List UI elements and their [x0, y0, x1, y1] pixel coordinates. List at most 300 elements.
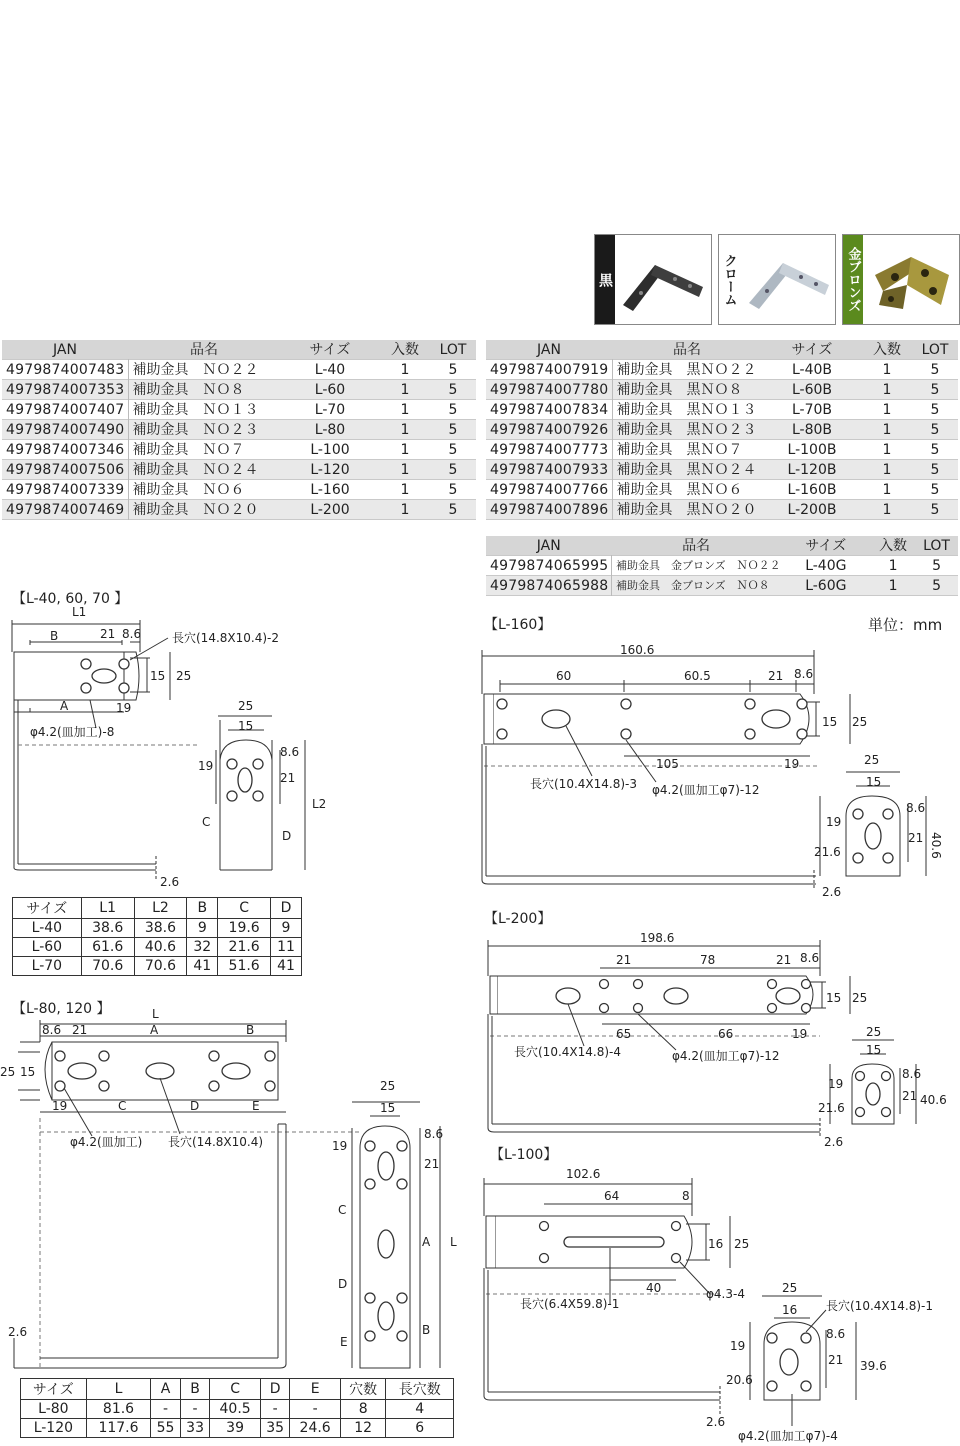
dims-cell: L-80 — [21, 1400, 87, 1419]
cell-name: 補助金具 黒ＮＯ８ — [612, 380, 762, 400]
dims-header-cell: B — [187, 898, 218, 919]
cell-qty: 1 — [882, 401, 892, 418]
dims-cell: 4 — [386, 1400, 454, 1419]
dim-l: L — [152, 1008, 159, 1021]
cell-lot: 5 — [430, 380, 476, 400]
slot2-label: 長穴(10.4X14.8)-1 — [826, 1299, 933, 1313]
dim-25: 25 — [852, 715, 868, 729]
section-title-l80: 【L-80, 120 】 — [12, 1001, 111, 1017]
cell-lot: 5 — [430, 500, 476, 520]
cell-qty: 1 — [862, 380, 912, 400]
product-row — [486, 576, 958, 596]
product-row — [2, 480, 476, 500]
cell-qty: 1 — [862, 460, 912, 480]
col-qty: 入数 — [871, 536, 915, 556]
cell-name: 補助金具 黒ＮＯ２３ — [612, 420, 762, 440]
dim-19: 19 — [792, 1027, 808, 1041]
side-dim-86: 8.6 — [906, 801, 926, 815]
swatch-bronze-label: 金ブロンズ — [843, 235, 863, 324]
dim-e: E — [252, 1099, 260, 1113]
dims-header-cell: L — [86, 1379, 151, 1400]
side-dim-19: 19 — [332, 1139, 348, 1153]
cell-size: L-120B — [762, 460, 862, 480]
dim-15: 15 — [150, 669, 166, 683]
dims-cell: 55 — [151, 1419, 181, 1438]
dims-cell: 33 — [180, 1419, 210, 1438]
cell-lot: 5 — [912, 460, 958, 480]
cell-qty: 1 — [380, 380, 430, 400]
dims-header-cell: L2 — [134, 898, 187, 919]
dims-cell: 51.6 — [218, 957, 271, 976]
cell-qty: 1 — [871, 576, 915, 596]
slot-label: 長穴(10.4X14.8)-3 — [530, 777, 637, 791]
dim-15: 15 — [822, 715, 838, 729]
cell-qty: 1 — [400, 441, 410, 458]
product-row — [2, 500, 476, 520]
dim-total: 198.6 — [640, 931, 675, 945]
dim-b: B — [246, 1023, 255, 1037]
cell-jan: 4979874007407 — [6, 401, 125, 418]
col-qty: 入数 — [380, 340, 430, 360]
dims-cell: L-60 — [13, 938, 82, 957]
cell-lot: 5 — [430, 460, 476, 480]
hole-label: φ4.2(皿加工)-8 — [30, 725, 115, 739]
hole-label: φ4.2(皿加工φ7)-12 — [672, 1049, 780, 1063]
dim-21: 21 — [100, 627, 116, 641]
bracket-bronze-image — [863, 235, 959, 324]
slot-label: 長穴(14.8X10.4)-2 — [172, 631, 279, 645]
cell-lot: 5 — [912, 380, 958, 400]
side-dim-19: 19 — [826, 815, 842, 829]
cell-size: L-40B — [791, 361, 833, 378]
slot-label: 長穴(6.4X59.8)-1 — [520, 1297, 620, 1311]
cell-lot: 5 — [448, 441, 458, 458]
dim-d: D — [190, 1099, 200, 1113]
dim-15: 15 — [20, 1065, 36, 1079]
side-dim-15: 15 — [866, 775, 882, 789]
cell-lot: 5 — [932, 557, 942, 574]
cell-qty: 1 — [380, 460, 430, 480]
col-lot: LOT — [912, 340, 958, 360]
cell-qty: 1 — [400, 481, 410, 498]
col-name: 品名 — [128, 340, 280, 360]
dim-86: 8.6 — [122, 627, 142, 641]
product-row — [2, 380, 476, 400]
cell-lot: 5 — [448, 401, 458, 418]
side-dim-19: 19 — [198, 759, 214, 773]
side-dim-d: D — [338, 1277, 348, 1291]
side-dim-86: 8.6 — [424, 1127, 444, 1141]
cell-jan: 4979874007469 — [2, 500, 128, 520]
cell-jan: 4979874007834 — [490, 401, 609, 418]
dim-c: C — [202, 815, 211, 829]
side-dim-25: 25 — [866, 1025, 882, 1039]
dim-a: A — [60, 699, 69, 713]
dim-total: 102.6 — [566, 1167, 601, 1181]
dims-cell: - — [151, 1400, 181, 1419]
drawing-l80 — [0, 1008, 480, 1374]
cell-name: 補助金具 金ブロンズ ＮＯ２２ — [611, 556, 780, 576]
drawing-l200 — [480, 928, 960, 1150]
cell-name: 補助金具 黒ＮＯ７ — [612, 440, 762, 460]
dim-105: 105 — [656, 757, 679, 771]
drawing-l40 — [0, 600, 480, 890]
side-dim-25: 25 — [380, 1079, 396, 1093]
dims-cell: 40.5 — [210, 1400, 261, 1419]
dims-cell: 61.6 — [81, 938, 134, 957]
dim-25: 25 — [852, 991, 868, 1005]
cell-jan: 4979874007766 — [490, 481, 609, 498]
dim-c: C — [118, 1099, 127, 1113]
dim-60: 60 — [556, 669, 572, 683]
side-dim-21: 21 — [424, 1157, 440, 1171]
dims-cell: 70.6 — [81, 957, 134, 976]
dim-25: 25 — [176, 669, 192, 683]
dims-header-cell: 穴数 — [340, 1379, 386, 1400]
cell-name: 補助金具 ＮＯ６ — [128, 480, 280, 500]
slot-label: 長穴(14.8X10.4) — [168, 1135, 264, 1149]
dim-605: 60.5 — [684, 669, 711, 683]
cell-qty: 1 — [862, 500, 912, 520]
product-row — [486, 460, 958, 480]
cell-jan: 4979874007483 — [6, 361, 125, 378]
dim-25: 25 — [734, 1237, 750, 1251]
cell-size: L-60G — [781, 576, 871, 596]
cell-name: 補助金具 黒ＮＯ２０ — [612, 500, 762, 520]
side-dim-19: 19 — [828, 1077, 844, 1091]
side-dim-e: E — [340, 1335, 348, 1349]
dim-16: 16 — [708, 1237, 724, 1251]
cell-jan: 4979874065988 — [486, 576, 611, 596]
cell-lot: 5 — [930, 361, 940, 378]
section-title-l40: 【L-40, 60, 70 】 — [12, 591, 129, 607]
hole-label: φ4.2(皿加工) — [70, 1135, 143, 1149]
product-row — [2, 420, 476, 440]
cell-size: L-40 — [314, 361, 346, 378]
dims-cell: 9 — [187, 919, 218, 938]
cell-size: L-100 — [310, 441, 350, 458]
dim-8: 8 — [682, 1189, 690, 1203]
cell-qty: 1 — [862, 420, 912, 440]
hole-label: φ4.2(皿加工φ7)-4 — [738, 1429, 838, 1443]
cell-lot: 5 — [930, 441, 940, 458]
hole-label: φ4.2(皿加工φ7)-12 — [652, 783, 760, 797]
side-dim-25: 25 — [864, 753, 880, 767]
side-dim-21: 21 — [280, 771, 296, 785]
dims-cell: 24.6 — [290, 1419, 341, 1438]
dims-cell: 8 — [340, 1400, 386, 1419]
side-dim-l: L — [450, 1235, 457, 1249]
side-dim-16: 16 — [782, 1303, 798, 1317]
dims-cell: 19.6 — [218, 919, 271, 938]
cell-size: L-120 — [280, 460, 380, 480]
dim-a: A — [150, 1023, 159, 1037]
side-dim-216: 21.6 — [818, 1101, 845, 1115]
cell-jan: 4979874007773 — [490, 441, 609, 458]
dim-66: 66 — [718, 1027, 734, 1041]
side-dim-86: 8.6 — [826, 1327, 846, 1341]
cell-jan: 4979874007933 — [486, 460, 612, 480]
dims-header-cell: E — [290, 1379, 341, 1400]
swatch-chrome — [718, 234, 836, 325]
product-table-bronze — [486, 536, 958, 596]
dims-cell: 21.6 — [218, 938, 271, 957]
side-dim-26: 2.6 — [706, 1415, 726, 1429]
cell-name: 補助金具 ＮＯ２０ — [128, 500, 280, 520]
cell-jan: 4979874007780 — [486, 380, 612, 400]
dims-cell: 117.6 — [86, 1419, 151, 1438]
dims-cell: 11 — [271, 938, 302, 957]
side-dim-21: 21 — [908, 831, 924, 845]
side-dim-c: C — [338, 1203, 347, 1217]
cell-lot: 5 — [448, 481, 458, 498]
drawing-l100 — [480, 1164, 960, 1446]
dims-cell: - — [290, 1400, 341, 1419]
cell-jan: 4979874007490 — [2, 420, 128, 440]
product-row — [486, 500, 958, 520]
product-row — [2, 360, 476, 380]
dim-19: 19 — [52, 1099, 68, 1113]
dims-cell: 38.6 — [134, 919, 187, 938]
cell-lot: 5 — [912, 500, 958, 520]
side-dim-86: 8.6 — [280, 745, 300, 759]
cell-qty: 1 — [882, 481, 892, 498]
swatch-bronze — [842, 234, 960, 325]
cell-name: 補助金具 ＮＯ１３ — [128, 400, 280, 420]
dims-cell: 70.6 — [134, 957, 187, 976]
dims-table-l40 — [12, 897, 302, 976]
dims-cell: L-40 — [13, 919, 82, 938]
side-dim-26: 2.6 — [822, 885, 842, 899]
product-row — [486, 360, 958, 380]
dim-65: 65 — [616, 1027, 632, 1041]
dims-header-cell: サイズ — [13, 898, 82, 919]
cell-jan: 4979874007339 — [6, 481, 125, 498]
cell-name: 補助金具 金ブロンズ ＮＯ８ — [611, 576, 780, 596]
cell-jan: 4979874007506 — [2, 460, 128, 480]
cell-jan: 4979874065995 — [490, 557, 609, 574]
dims-row — [13, 919, 302, 938]
cell-lot: 5 — [930, 401, 940, 418]
side-dim-206: 20.6 — [726, 1373, 753, 1387]
side-dim-15: 15 — [866, 1043, 882, 1057]
bracket-chrome-image — [739, 235, 835, 324]
side-dim-26: 2.6 — [824, 1135, 844, 1149]
dim-21: 21 — [768, 669, 784, 683]
dim-78: 78 — [700, 953, 716, 967]
section-title-l200: 【L-200】 — [484, 911, 552, 927]
side-dim-86: 8.6 — [902, 1067, 922, 1081]
dims-cell: 38.6 — [81, 919, 134, 938]
dims-cell: 12 — [340, 1419, 386, 1438]
dims-table-l80 — [20, 1378, 454, 1438]
dims-cell: 41 — [271, 957, 302, 976]
dim-21a: 21 — [616, 953, 632, 967]
dims-header-cell: サイズ — [21, 1379, 87, 1400]
side-dim-406: 40.6 — [920, 1093, 947, 1107]
dims-header-cell: C — [218, 898, 271, 919]
cell-name: 補助金具 ＮＯ７ — [128, 440, 280, 460]
dim-86: 8.6 — [42, 1023, 62, 1037]
swatch-chrome-label: クローム — [719, 235, 739, 324]
hole43-label: φ4.3-4 — [706, 1287, 745, 1301]
dim-26: 2.6 — [160, 875, 180, 889]
cell-lot: 5 — [430, 420, 476, 440]
section-title-l160: 【L-160】 — [484, 617, 552, 633]
cell-jan: 4979874007919 — [490, 361, 609, 378]
dims-row — [21, 1400, 454, 1419]
dims-cell: 6 — [386, 1419, 454, 1438]
dims-row — [13, 957, 302, 976]
cell-lot: 5 — [448, 361, 458, 378]
dims-header-cell: B — [180, 1379, 210, 1400]
dim-26: 2.6 — [8, 1325, 28, 1339]
section-title-l100: 【L-100】 — [490, 1147, 558, 1163]
side-dim-25: 25 — [782, 1281, 798, 1295]
cell-name: 補助金具 黒ＮＯ２４ — [612, 460, 762, 480]
side-dim-21: 21 — [828, 1353, 844, 1367]
product-row — [2, 460, 476, 480]
cell-jan: 4979874007346 — [6, 441, 125, 458]
dim-19: 19 — [116, 701, 132, 715]
cell-name: 補助金具 ＮＯ２４ — [128, 460, 280, 480]
col-qty: 入数 — [862, 340, 912, 360]
dims-cell: - — [260, 1400, 290, 1419]
dims-cell: L-120 — [21, 1419, 87, 1438]
dim-86: 8.6 — [800, 951, 820, 965]
col-name: 品名 — [612, 340, 762, 360]
product-row — [486, 400, 958, 420]
col-size: サイズ — [280, 340, 380, 360]
product-row — [486, 556, 958, 576]
dim-40: 40 — [646, 1281, 662, 1295]
cell-qty: 1 — [400, 361, 410, 378]
dim-15: 15 — [826, 991, 842, 1005]
cell-size: L-160B — [787, 481, 837, 498]
cell-size: L-70 — [314, 401, 346, 418]
side-dim-396: 39.6 — [860, 1359, 887, 1373]
cell-size: L-40G — [805, 557, 847, 574]
cell-jan: 4979874007926 — [486, 420, 612, 440]
cell-lot: 5 — [915, 576, 958, 596]
cell-qty: 1 — [380, 500, 430, 520]
dim-21: 21 — [72, 1023, 88, 1037]
cell-size: L-60B — [762, 380, 862, 400]
cell-name: 補助金具 黒ＮＯ６ — [612, 480, 762, 500]
side-dim-15: 15 — [380, 1101, 396, 1115]
product-row — [486, 440, 958, 460]
dims-cell: 9 — [271, 919, 302, 938]
col-jan: JAN — [486, 536, 611, 556]
dims-cell: L-70 — [13, 957, 82, 976]
side-dim-21: 21 — [902, 1089, 918, 1103]
dim-d: D — [282, 829, 292, 843]
dims-header-cell: L1 — [81, 898, 134, 919]
dims-cell: 39 — [210, 1419, 261, 1438]
col-jan: JAN — [486, 340, 612, 360]
swatch-black — [594, 234, 712, 325]
dims-cell: 40.6 — [134, 938, 187, 957]
product-table-black — [486, 340, 958, 520]
dims-cell: 35 — [260, 1419, 290, 1438]
dim-19: 19 — [784, 757, 800, 771]
side-dim-b: B — [422, 1323, 431, 1337]
side-dim-406: 40.6 — [929, 832, 943, 859]
product-table-standard — [2, 340, 476, 520]
dims-cell: 32 — [187, 938, 218, 957]
col-lot: LOT — [915, 536, 958, 556]
cell-name: 補助金具 ＮＯ２２ — [128, 360, 280, 380]
dims-cell: - — [180, 1400, 210, 1419]
cell-qty: 1 — [380, 420, 430, 440]
product-row — [486, 480, 958, 500]
cell-qty: 1 — [882, 361, 892, 378]
dims-header-cell: D — [260, 1379, 290, 1400]
dims-header-cell: D — [271, 898, 302, 919]
cell-size: L-80B — [762, 420, 862, 440]
dims-cell: 81.6 — [86, 1400, 151, 1419]
col-size: サイズ — [762, 340, 862, 360]
col-name: 品名 — [611, 536, 780, 556]
cell-qty: 1 — [400, 401, 410, 418]
side-dim-25: 25 — [238, 699, 254, 713]
cell-size: L-200B — [762, 500, 862, 520]
cell-name: 補助金具 ＮＯ８ — [128, 380, 280, 400]
cell-size: L-200 — [280, 500, 380, 520]
cell-size: L-60 — [280, 380, 380, 400]
col-size: サイズ — [781, 536, 871, 556]
dim-l1: L1 — [72, 605, 87, 619]
cell-qty: 1 — [888, 557, 898, 574]
side-dim-a: A — [422, 1235, 431, 1249]
dims-header-cell: A — [151, 1379, 181, 1400]
product-row — [2, 400, 476, 420]
cell-size: L-80 — [280, 420, 380, 440]
product-row — [486, 380, 958, 400]
dims-header-cell: 長穴数 — [386, 1379, 454, 1400]
side-dim-216: 21.6 — [814, 845, 841, 859]
cell-name: 補助金具 ＮＯ２３ — [128, 420, 280, 440]
cell-lot: 5 — [930, 481, 940, 498]
dim-total: 160.6 — [620, 643, 655, 657]
dims-cell: 41 — [187, 957, 218, 976]
swatch-black-label: 黒 — [595, 235, 615, 324]
col-lot: LOT — [430, 340, 476, 360]
dims-row — [13, 938, 302, 957]
product-row — [2, 440, 476, 460]
dims-row — [21, 1419, 454, 1438]
product-row — [486, 420, 958, 440]
cell-qty: 1 — [882, 441, 892, 458]
drawing-l160 — [480, 636, 960, 904]
dim-64: 64 — [604, 1189, 620, 1203]
cell-jan: 4979874007353 — [2, 380, 128, 400]
bracket-black-image — [615, 235, 711, 324]
cell-size: L-70B — [791, 401, 833, 418]
dim-86: 8.6 — [794, 667, 814, 681]
side-dim-19: 19 — [730, 1339, 746, 1353]
cell-jan: 4979874007896 — [486, 500, 612, 520]
cell-size: L-160 — [310, 481, 350, 498]
dim-25: 25 — [0, 1065, 16, 1079]
dim-l2: L2 — [312, 797, 327, 811]
unit-label: 単位：mm — [868, 616, 943, 634]
slot-label: 長穴(10.4X14.8)-4 — [514, 1045, 621, 1059]
dim-b: B — [50, 629, 59, 643]
dims-header-cell: C — [210, 1379, 261, 1400]
cell-size: L-100B — [787, 441, 837, 458]
cell-lot: 5 — [912, 420, 958, 440]
